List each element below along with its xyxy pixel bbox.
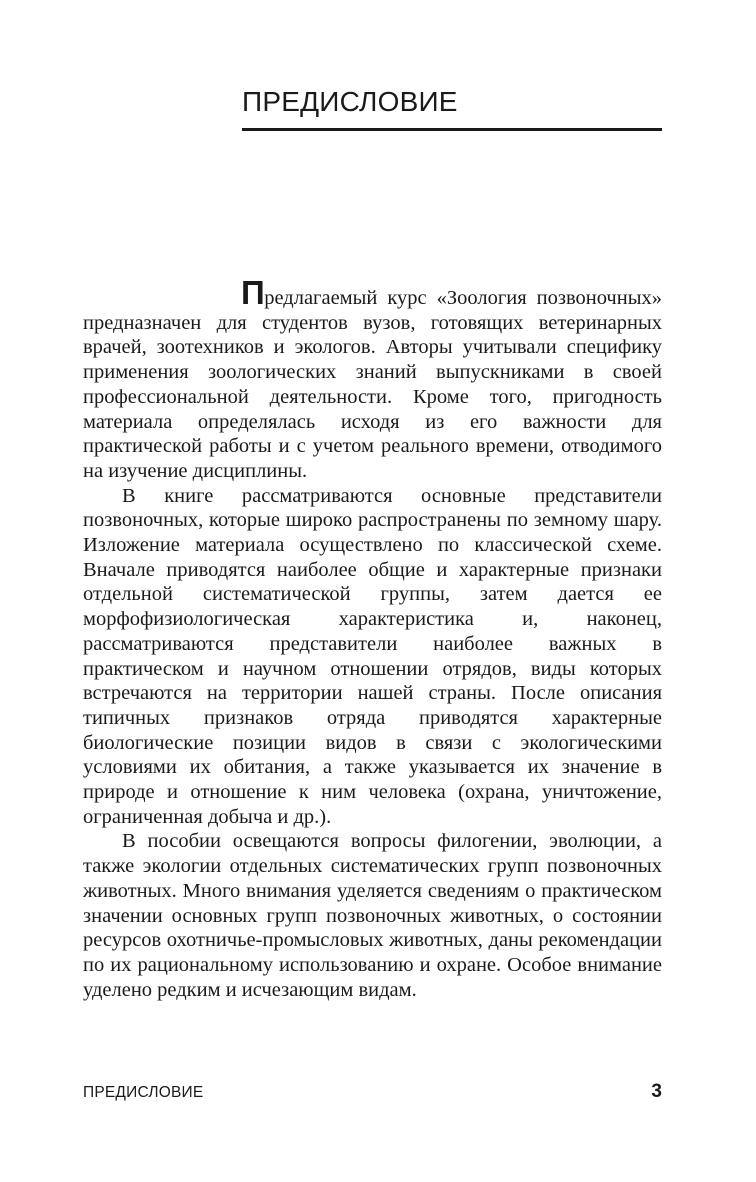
paragraph: В пособии освещаются вопросы филогении, эволюции, а также экологии отдельных систематических групп позвоночных животных. Много внимания уделяется сведениям о практическом значении основных групп позвоночных животных, о состоянии ресурсов охотничье-промысловых животных, даны рекомендации по их рациональному использованию и охране. Особое внимание уделено редким и исчезающим видам. [83, 830, 662, 1001]
chapter-title: ПРЕДИСЛОВИЕ [242, 86, 458, 117]
title-rule [242, 128, 662, 131]
paragraph-text: редлагаемый курс «Зоология позвоночных» предназначен для студентов вузов, готовящих ветеринарных врачей, зоотехников и экологов. Авторы учитывали специфику применения зоологических знаний выпускниками в своей профессиональной деятельности. Кроме того, пригодность материала определялась исходя из его важности для практической работы и с учетом реального времени, отводимого на изучение дисциплины. [83, 287, 662, 482]
running-head: ПРЕДИСЛОВИЕ [83, 1084, 204, 1101]
body-text [83, 274, 662, 1002]
page-number: 3 [651, 1081, 662, 1102]
paragraph: В книге рассматриваются основные представители позвоночных, которые широко распространены по земному шару. Изложение материала осуществлено по классической схеме. Вначале приводятся наиболее общие и характерные признаки отдельной систематической группы, затем дается ее морфофизиологическая характеристика и, наконец, рассматриваются представители наиболее важных в практическом и научном отношении отрядов, виды которых встречаются на территории нашей страны. После описания типичных признаков отряда приводятся характерные биологические позиции видов в связи с экологическими условиями их обитания, а также указывается их значение в природе и отношение к ним человека (охрана, уничтожение, ограниченная добыча и др.). [83, 484, 662, 828]
paragraph [83, 274, 662, 484]
drop-cap: П [241, 274, 265, 311]
